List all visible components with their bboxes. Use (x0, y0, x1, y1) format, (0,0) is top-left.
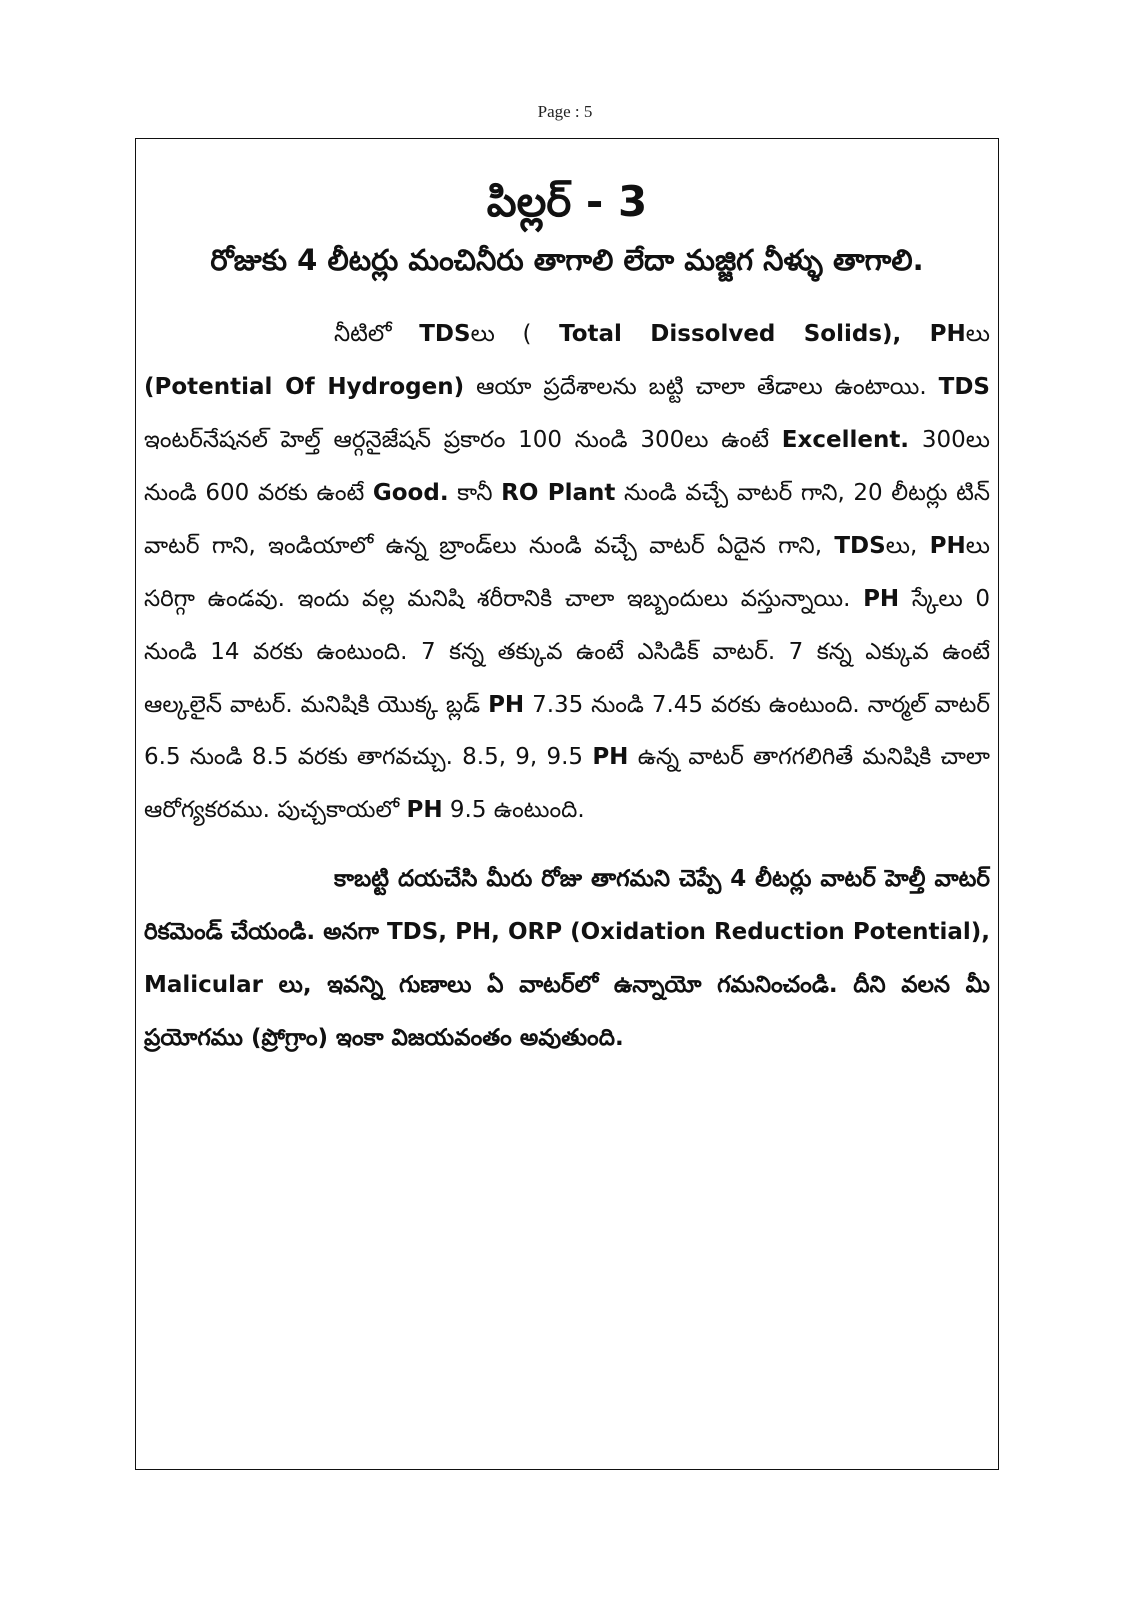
paragraph-run: 7.35 నుండి 7.45 వరకు ఉంటుంది. నార్మల్ వాటర్ 6.5 నుండి 8.5 వరకు తాగవచ్చు. 8.5, 9, 9.5 (144, 691, 990, 771)
paragraph-run: PH (929, 532, 966, 559)
paragraph-run: PH (406, 797, 443, 824)
paragraph-run: (Potential Of Hydrogen) (144, 374, 465, 401)
paragraph-run: PH (592, 744, 629, 771)
paragraph-run: 300లు నుండి 600 వరకు ఉంటే (144, 427, 990, 507)
paragraph-run: ఇంటర్‌నేషనల్ హెల్త్ ఆర్గనైజేషన్ ప్రకారం 100 నుండి 300లు ఉంటే (144, 427, 782, 454)
paragraph-run: స్కేలు 0 నుండి 14 వరకు ఉంటుంది. 7 కన్న తక్కువ ఉంటే ఎసిడిక్ వాటర్. 7 కన్న ఎక్కువ ఉంటే ఆల్కలైన్ వాటర్. మనిషికి యొక్క బ్లడ్ (144, 585, 990, 718)
paragraph-run: లు సరిగ్గా ఉండవు. ఇందు వల్ల మనిషి శరీరానికి చాలా ఇబ్బందులు వస్తున్నాయి. (144, 532, 991, 612)
paragraph-run: Good. (372, 480, 449, 507)
chapter-subtitle: రోజుకు 4 లీటర్లు మంచినీరు తాగాలి లేదా మజ్జిగ నీళ్ళు తాగాలి. (210, 243, 924, 278)
paragraph-run: నుండి వచ్చే వాటర్ గాని, 20 లీటర్లు టిన్ వాటర్ గాని, ఇండియాలో ఉన్న బ్రాండ్‌లు నుండి వచ్చే వాటర్ ఏదైన గాని, (144, 480, 991, 559)
paragraph-run: నీటిలో (334, 321, 420, 348)
chapter-title: పిల్లర్ - 3 (486, 177, 648, 226)
paragraph-run: TDS (419, 321, 471, 348)
paragraph-recommendation: కాబట్టి దయచేసి మీరు రోజు తాగమని చెప్పే 4 లీటర్లు వాటర్ హెల్తీ వాటర్ రికమెండ్ చేయండి. అనగా TDS, PH, ORP (Oxidation Reduction Potential), Malicular లు, ఇవన్ని గుణాలు ఏ వాటర్‌లో ఉన్నాయో గమనించండి. దీని వలన మీ ప్రయోగము (ప్రోగ్రాం) ఇంకా విజయవంతం అవుతుంది. (144, 866, 990, 1051)
page-number: Page : 5 (537, 102, 593, 121)
paragraph-run: TDS (938, 374, 991, 401)
paragraph-run: ఆయా ప్రదేశాలను బట్టి చాలా తేడాలు ఉంటాయి. (464, 374, 939, 401)
content-body (144, 177, 990, 1065)
paragraph-run: TDS (834, 532, 886, 559)
paragraph-run: Excellent. (781, 427, 910, 454)
paragraph-run: లు (965, 321, 990, 348)
paragraph-run: లు ( (470, 321, 560, 348)
paragraph-run: PH (488, 691, 525, 718)
paragraph-run: RO Plant (501, 480, 616, 507)
paragraph-run: లు, (885, 532, 930, 559)
content-frame (135, 138, 999, 1470)
paragraph-run: కానీ (448, 480, 502, 507)
paragraph-water-quality (144, 308, 990, 837)
paragraph-run: 9.5 ఉంటుంది. (442, 797, 585, 824)
paragraph-run: ఉన్న వాటర్ తాగగలిగితే మనిషికి చాలా ఆరోగ్యకరము. పుచ్చకాయలో (144, 744, 990, 824)
paragraph-run: Total Dissolved Solids), PH (559, 321, 966, 348)
paragraph-run: PH (863, 585, 900, 612)
